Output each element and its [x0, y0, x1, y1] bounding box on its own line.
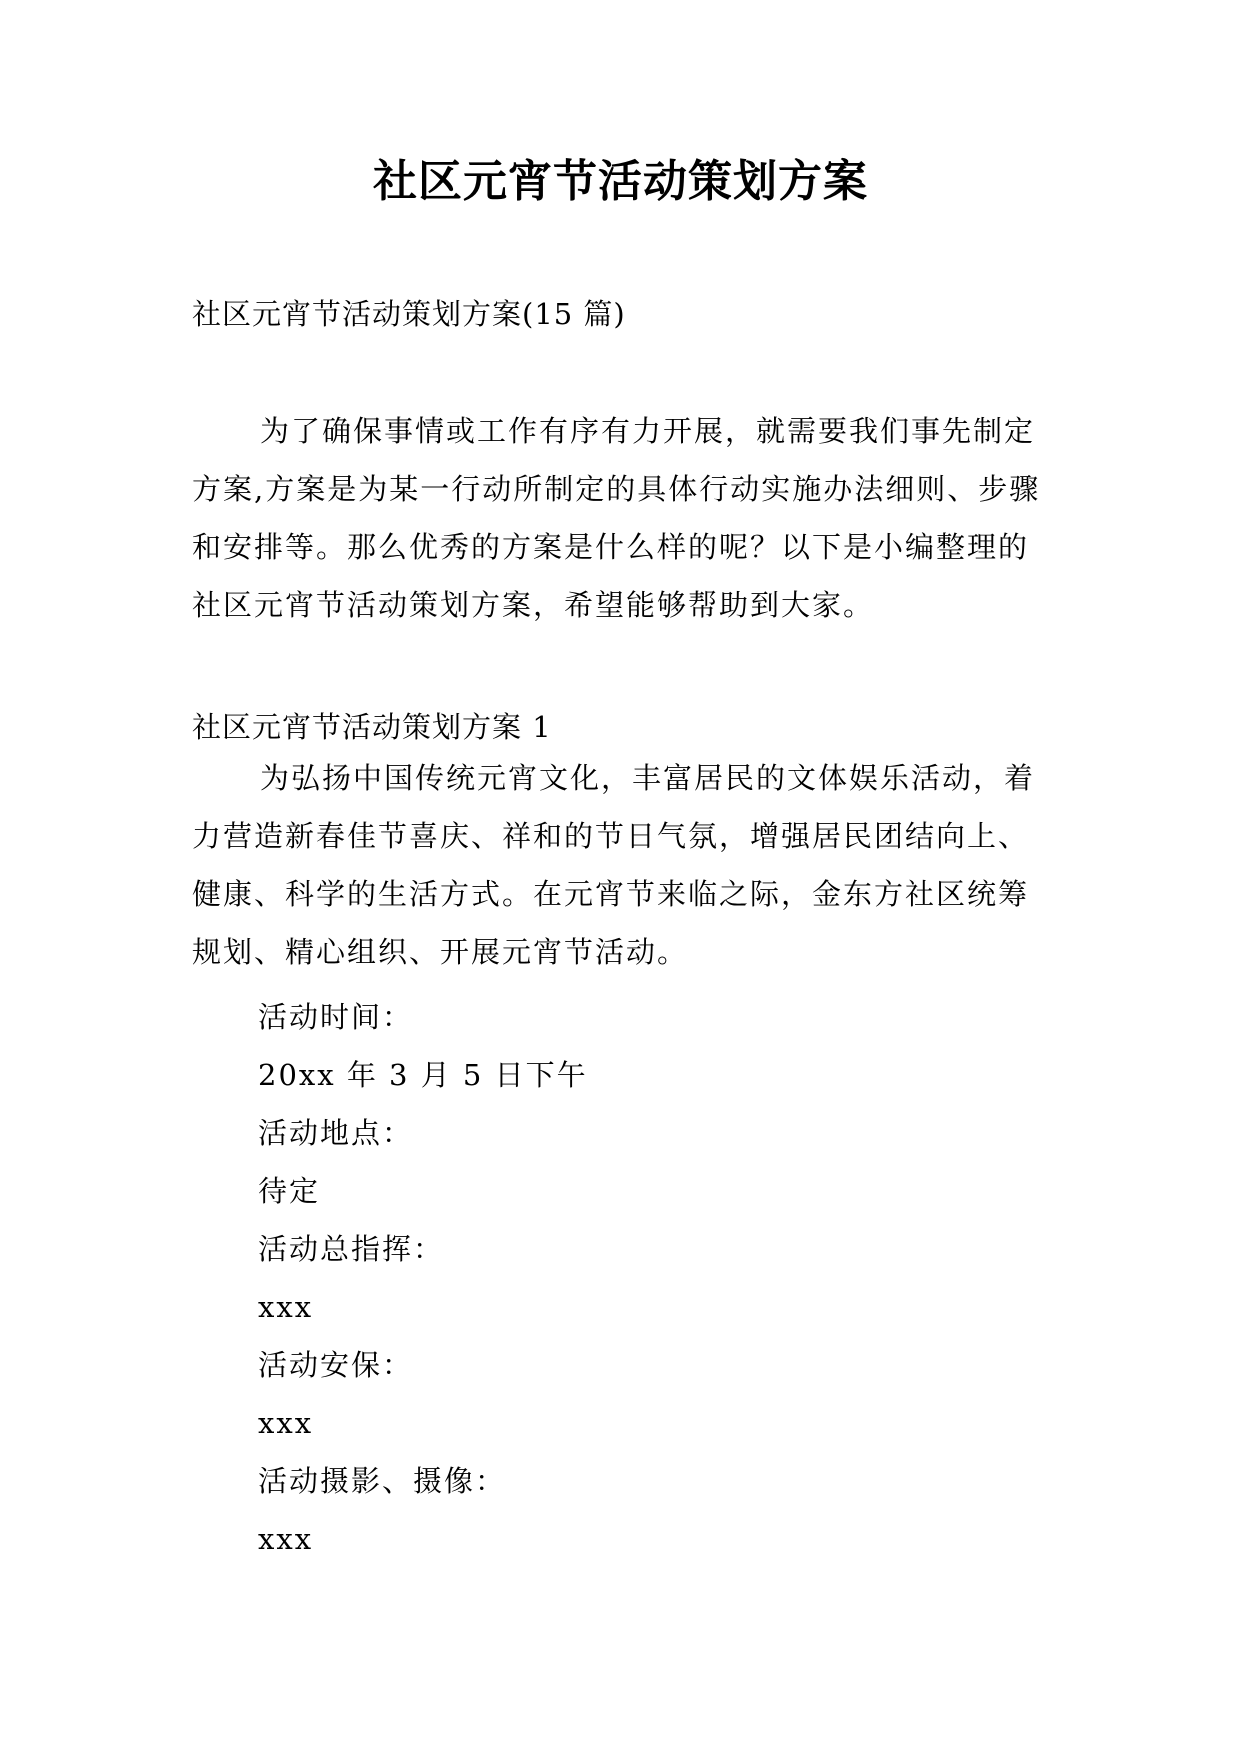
activity-details-list [258, 988, 588, 1568]
detail-location-label: 活动地点： [258, 1116, 414, 1150]
detail-location-value: 待定 [258, 1174, 321, 1208]
intro-paragraph: 为了确保事情或工作有序有力开展，就需要我们事先制定方案,方案是为某一行动所制定的具体行动实施办法细则、步骤和安排等。那么优秀的方案是什么样的呢？以下是小编整理的社区元宵节活动策划方案，希望能够帮助到大家。 [192, 414, 1041, 622]
detail-time-label: 活动时间： [258, 1000, 414, 1034]
document-subtitle: 社区元宵节活动策划方案(15 篇) [192, 297, 626, 331]
document-title: 社区元宵节活动策划方案 [373, 156, 868, 207]
detail-security-value: xxx [258, 1406, 314, 1440]
detail-time-value: 20xx 年 3 月 5 日下午 [258, 1058, 588, 1092]
detail-photo-label: 活动摄影、摄像： [258, 1464, 507, 1498]
detail-commander-value: xxx [258, 1290, 314, 1324]
detail-photo-value: xxx [258, 1522, 314, 1556]
detail-commander-label: 活动总指挥： [258, 1232, 445, 1266]
detail-security-label: 活动安保： [258, 1348, 414, 1382]
section-heading: 社区元宵节活动策划方案 1 [192, 710, 552, 744]
section-paragraph: 为弘扬中国传统元宵文化，丰富居民的文体娱乐活动，着力营造新春佳节喜庆、祥和的节日气氛，增强居民团结向上、健康、科学的生活方式。在元宵节来临之际，金东方社区统筹规划、精心组织、开展元宵节活动。 [192, 761, 1036, 969]
